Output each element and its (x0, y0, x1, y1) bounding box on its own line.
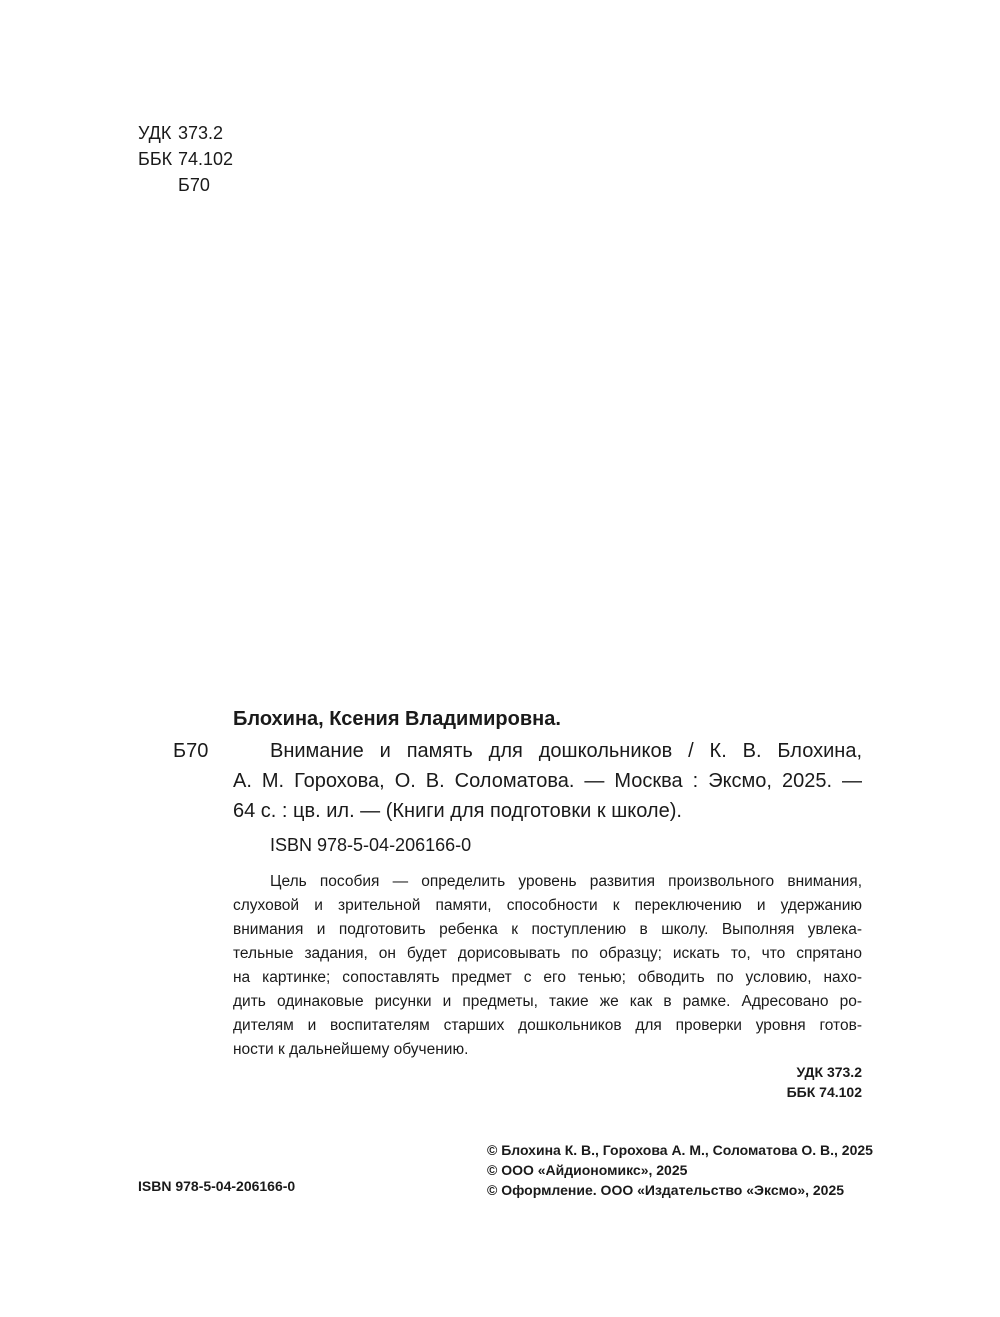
record-line-2: А. М. Горохова, О. В. Соломатова. — Москва : Эксмо, 2025. — (233, 770, 862, 792)
bbk-label: ББК (138, 149, 173, 169)
annotation-line: Цель пособия — определить уровень развития произвольного внимания, (270, 873, 862, 890)
annotation-line: внимания и подготовить ребенка к поступлению в школу. Выполняя увлека- (233, 921, 862, 938)
udk-label: УДК (138, 123, 172, 143)
annotation-line: тельные задания, он будет дорисовывать по образцу; искать то, что спрятано (233, 945, 862, 962)
copyright-line: © Блохина К. В., Горохова А. М., Соломатова О. В., 2025 (487, 1142, 873, 1158)
annotation-line: ности к дальнейшему обучению. (233, 1041, 469, 1058)
annotation-line: дить одинаковые рисунки и предметы, такие же как в рамке. Адресовано ро- (233, 993, 862, 1010)
record-line-3: 64 с. : цв. ил. — (Книги для подготовки к школе). (233, 800, 682, 822)
record-cutter: Б70 (173, 740, 209, 762)
bbk-value: 74.102 (178, 149, 234, 169)
record-isbn: ISBN 978-5-04-206166-0 (270, 835, 472, 855)
udk-repeat: УДК 373.2 (796, 1064, 862, 1080)
annotation-line: дителям и воспитателям старших дошкольников для проверки уровня готов- (233, 1017, 862, 1034)
bbk-repeat: ББК 74.102 (786, 1084, 862, 1100)
isbn-bottom: ISBN 978-5-04-206166-0 (138, 1178, 296, 1194)
copyright-line: © ООО «Айдиономикс», 2025 (487, 1162, 688, 1178)
classification-block (138, 120, 258, 200)
record-line-1: Внимание и память для дошкольников / К. В. Блохина, (270, 740, 862, 762)
copyright-line: © Оформление. ООО «Издательство «Эксмо», 2025 (487, 1182, 845, 1198)
udk-value: 373.2 (178, 123, 224, 143)
annotation-line: на картинке; сопоставлять предмет с его тенью; обводить по условию, нахо- (233, 969, 862, 986)
cutter-mark: Б70 (178, 175, 210, 195)
annotation-line: слуховой и зрительной памяти, способности к переключению и удержанию (233, 897, 862, 914)
record-author: Блохина, Ксения Владимировна. (233, 708, 561, 730)
